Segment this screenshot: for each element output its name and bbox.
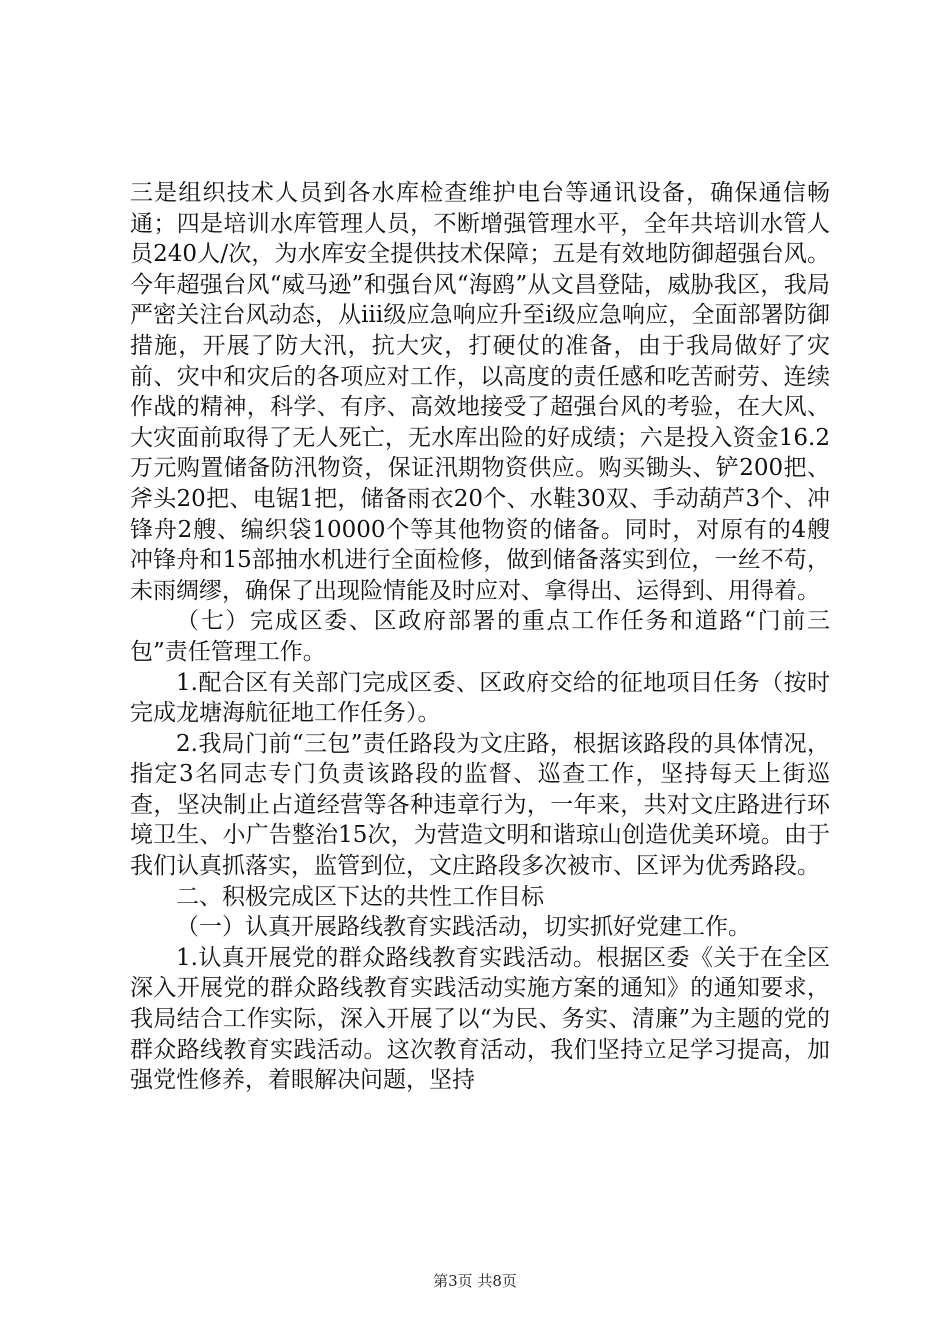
subsection-heading-one: （一）认真开展路线教育实践活动，切实抓好党建工作。: [176, 914, 751, 941]
paragraph-section-seven: （七）完成区委、区政府部署的重点工作任务和道路“门前三包”责任管理工作。: [130, 608, 830, 665]
paragraph-item-1: 1.配合区有关部门完成区委、区政府交给的征地项目任务（按时完成龙塘海航征地工作任务）。: [130, 669, 830, 727]
paragraph-item-2: 2.我局门前“三包”责任路段为文庄路，根据该路段的具体情况，指定3名同志专门负责该路段的监督、巡查工作，坚持每天上街巡查，坚决制止占道经营等各种违章行为，一年来，共对文庄路进行环境卫生、小广告整治15次，为营造文明和谐琼山创造优美环境。由于我们认真抓落实，监管到位，文庄路段多次被市、区评为优秀路段。: [130, 730, 830, 880]
section-heading-two: 二、积极完成区下达的共性工作目标: [176, 883, 544, 910]
paragraph-continuation: 三是组织技术人员到各水库检查维护电台等通讯设备，确保通信畅通；四是培训水库管理人员，不断增强管理水平，全年共培训水管人员240人/次，为水库安全提供技术保障；五是有效地防御超强台风。今年超强台风“威马逊”和强台风“海鸥”从文昌登陆，威胁我区，我局严密关注台风动态，从ⅲ级应急响应升至ⅰ级应急响应，全面部署防御措施，开展了防大汛，抗大灾，打硬仗的准备，由于我局做好了灾前、灾中和灾后的各项应对工作，以高度的责任感和吃苦耐劳、连续作战的精神，科学、有序、高效地接受了超强台风的考验，在大风、大灾面前取得了无人死亡，无水库出险的好成绩；六是投入资金16.2万元购置储备防汛物资，保证汛期物资供应。购买锄头、铲200把、斧头20把、电锯1把，储备雨衣20个、水鞋30双、手动葫芦3个、冲锋舟2艘、编织袋10000个等其他物资的储备。同时，对原有的4艘冲锋舟和15部抽水机进行全面检修，做到储备落实到位，一丝不苟，未雨绸缪，确保了出现险情能及时应对、拿得出、运得到、用得着。: [130, 180, 830, 604]
document-body: [130, 178, 830, 1096]
page-number-footer: 第3页 共8页: [433, 1272, 517, 1290]
paragraph-party-activity: 1.认真开展党的群众路线教育实践活动。根据区委《关于在全区深入开展党的群众路线教育实践活动实施方案的通知》的通知要求，我局结合工作实际，深入开展了以“为民、务实、清廉”为主题的党的群众路线教育实践活动。这次教育活动，我们坚持立足学习提高，加强党性修养，着眼解决问题，坚持: [130, 944, 830, 1094]
